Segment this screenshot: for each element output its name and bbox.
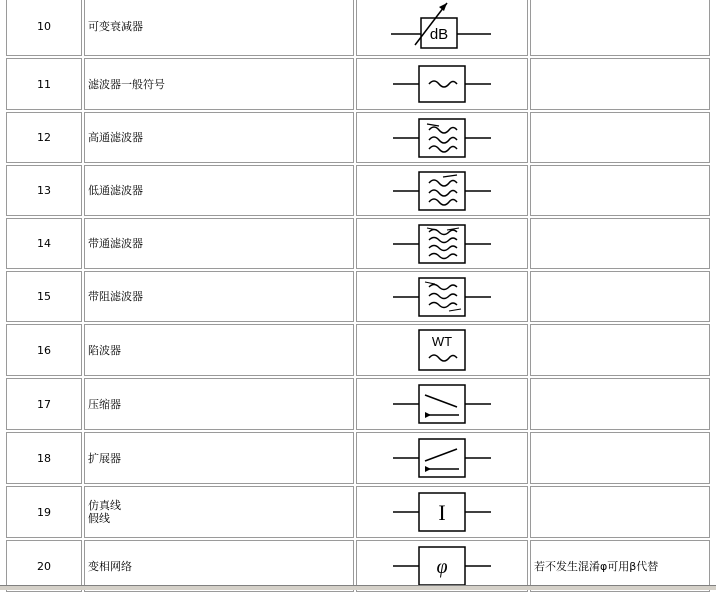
phi-label: φ <box>436 556 448 578</box>
filter-icon <box>387 62 497 106</box>
table-row <box>6 0 710 56</box>
note-cell <box>530 486 710 538</box>
symbol-cell <box>356 486 528 538</box>
symbol-name <box>84 112 354 163</box>
symbol-cell <box>356 218 528 269</box>
table-row <box>6 58 710 110</box>
row-number: 14 <box>6 218 82 269</box>
symbol-name <box>84 486 354 538</box>
table-row <box>6 218 710 269</box>
notch-filter-icon <box>387 327 497 373</box>
symbol-cell <box>356 378 528 430</box>
symbol-table <box>4 0 712 594</box>
symbol-name <box>84 218 354 269</box>
note-cell <box>530 324 710 376</box>
high-pass-filter-icon <box>387 115 497 161</box>
symbol-name <box>84 378 354 430</box>
symbol-cell <box>356 432 528 484</box>
band-pass-filter-icon <box>387 221 497 267</box>
symbol-name <box>84 0 354 56</box>
name-line: 高通滤波器 <box>88 131 143 144</box>
note-cell <box>530 165 710 216</box>
note-cell <box>530 271 710 322</box>
note-cell <box>530 112 710 163</box>
symbol-cell <box>356 58 528 110</box>
table-row <box>6 165 710 216</box>
variable-attenuator-icon <box>387 1 497 51</box>
window-bottom-edge <box>0 585 716 590</box>
name-line: 可变衰减器 <box>88 19 143 33</box>
symbol-cell <box>356 324 528 376</box>
wt-label: WT <box>431 334 453 349</box>
note-cell <box>530 432 710 484</box>
row-number: 12 <box>6 112 82 163</box>
row-number: 19 <box>6 486 82 538</box>
artificial-line-icon <box>387 489 497 535</box>
symbol-name <box>84 271 354 322</box>
note-cell <box>530 218 710 269</box>
symbol-name <box>84 165 354 216</box>
symbol-cell <box>356 165 528 216</box>
compressor-icon <box>387 381 497 427</box>
name-line: 仿真线 <box>88 499 121 512</box>
name-line: 陷波器 <box>88 343 121 357</box>
symbol-name <box>84 324 354 376</box>
row-number: 10 <box>6 0 82 56</box>
table-row <box>6 324 710 376</box>
table-row <box>6 271 710 322</box>
db-label: dB <box>429 26 449 43</box>
symbol-name <box>84 58 354 110</box>
name-line: 扩展器 <box>88 451 121 465</box>
symbol-name <box>84 432 354 484</box>
note-cell: 若不发生混淆φ可用β代替 <box>530 540 710 592</box>
name-line: 变相网络 <box>88 559 132 573</box>
table-row <box>6 378 710 430</box>
name-line: 带阻滤波器 <box>88 290 143 303</box>
name-line: 带通滤波器 <box>88 237 143 250</box>
table-row <box>6 432 710 484</box>
band-stop-filter-icon <box>387 274 497 320</box>
symbol-cell <box>356 271 528 322</box>
low-pass-filter-icon <box>387 168 497 214</box>
symbol-cell <box>356 0 528 56</box>
row-number: 20 <box>6 540 82 592</box>
expander-icon <box>387 435 497 481</box>
note-cell <box>530 0 710 56</box>
name-line: 压缩器 <box>88 397 121 411</box>
symbol-cell <box>356 112 528 163</box>
name-line: 假线 <box>88 512 110 525</box>
phase-network-icon <box>387 543 497 589</box>
row-number: 13 <box>6 165 82 216</box>
row-number: 16 <box>6 324 82 376</box>
name-line: 低通滤波器 <box>88 184 143 197</box>
note-cell <box>530 58 710 110</box>
row-number: 11 <box>6 58 82 110</box>
table-row <box>6 112 710 163</box>
table-row <box>6 486 710 538</box>
note-cell <box>530 378 710 430</box>
i-label: I <box>438 500 446 525</box>
row-number: 17 <box>6 378 82 430</box>
row-number: 15 <box>6 271 82 322</box>
row-number: 18 <box>6 432 82 484</box>
name-line: 滤波器一般符号 <box>88 77 165 91</box>
